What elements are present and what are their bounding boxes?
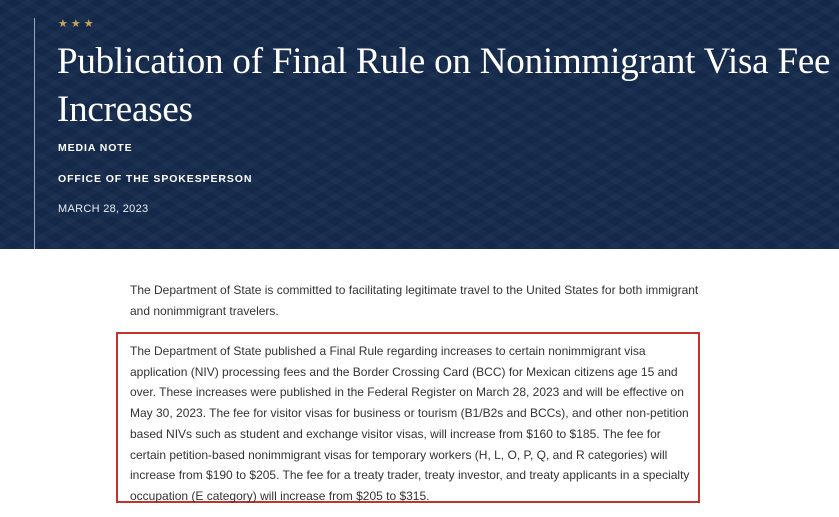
category-label[interactable]: MEDIA NOTE xyxy=(58,142,133,154)
page-title: Publication of Final Rule on Nonimmigrant Visa Fee Increases xyxy=(57,41,831,130)
intro-paragraph: The Department of State is committed to facilitating legitimate travel to the United States for both immigrant and nonimmigrant travelers. xyxy=(130,283,699,318)
header-vertical-rule xyxy=(34,18,35,249)
publish-date: MARCH 28, 2023 xyxy=(58,203,149,215)
stars-icon: ★★★ xyxy=(58,17,97,30)
fee-paragraph: The Department of State published a Final Rule regarding increases to certain nonimmigrant visa application (NIV) processing fees and the Border Crossing Card (BCC) for Mexican citizens age 15 and over. These increases were published in the Federal Register on March 28, 2023 and will be effective on May 30, 2023. The fee for visitor visas for business or tourism (B1/B2s and BCCs), and other non-petition based NIVs such as student and exchange visitor visas, will increase from $160 to $185. The fee for certain petition-based nonimmigrant visas for temporary workers (H, L, O, P, Q, and R categories) will increase from $190 to $205. The fee for a treaty trader, treaty investor, and treaty applicants in a specialty occupation (E category) will increase from $205 to $315. xyxy=(130,344,690,503)
office-label[interactable]: OFFICE OF THE SPOKESPERSON xyxy=(58,173,253,185)
page-header-banner xyxy=(0,0,839,249)
